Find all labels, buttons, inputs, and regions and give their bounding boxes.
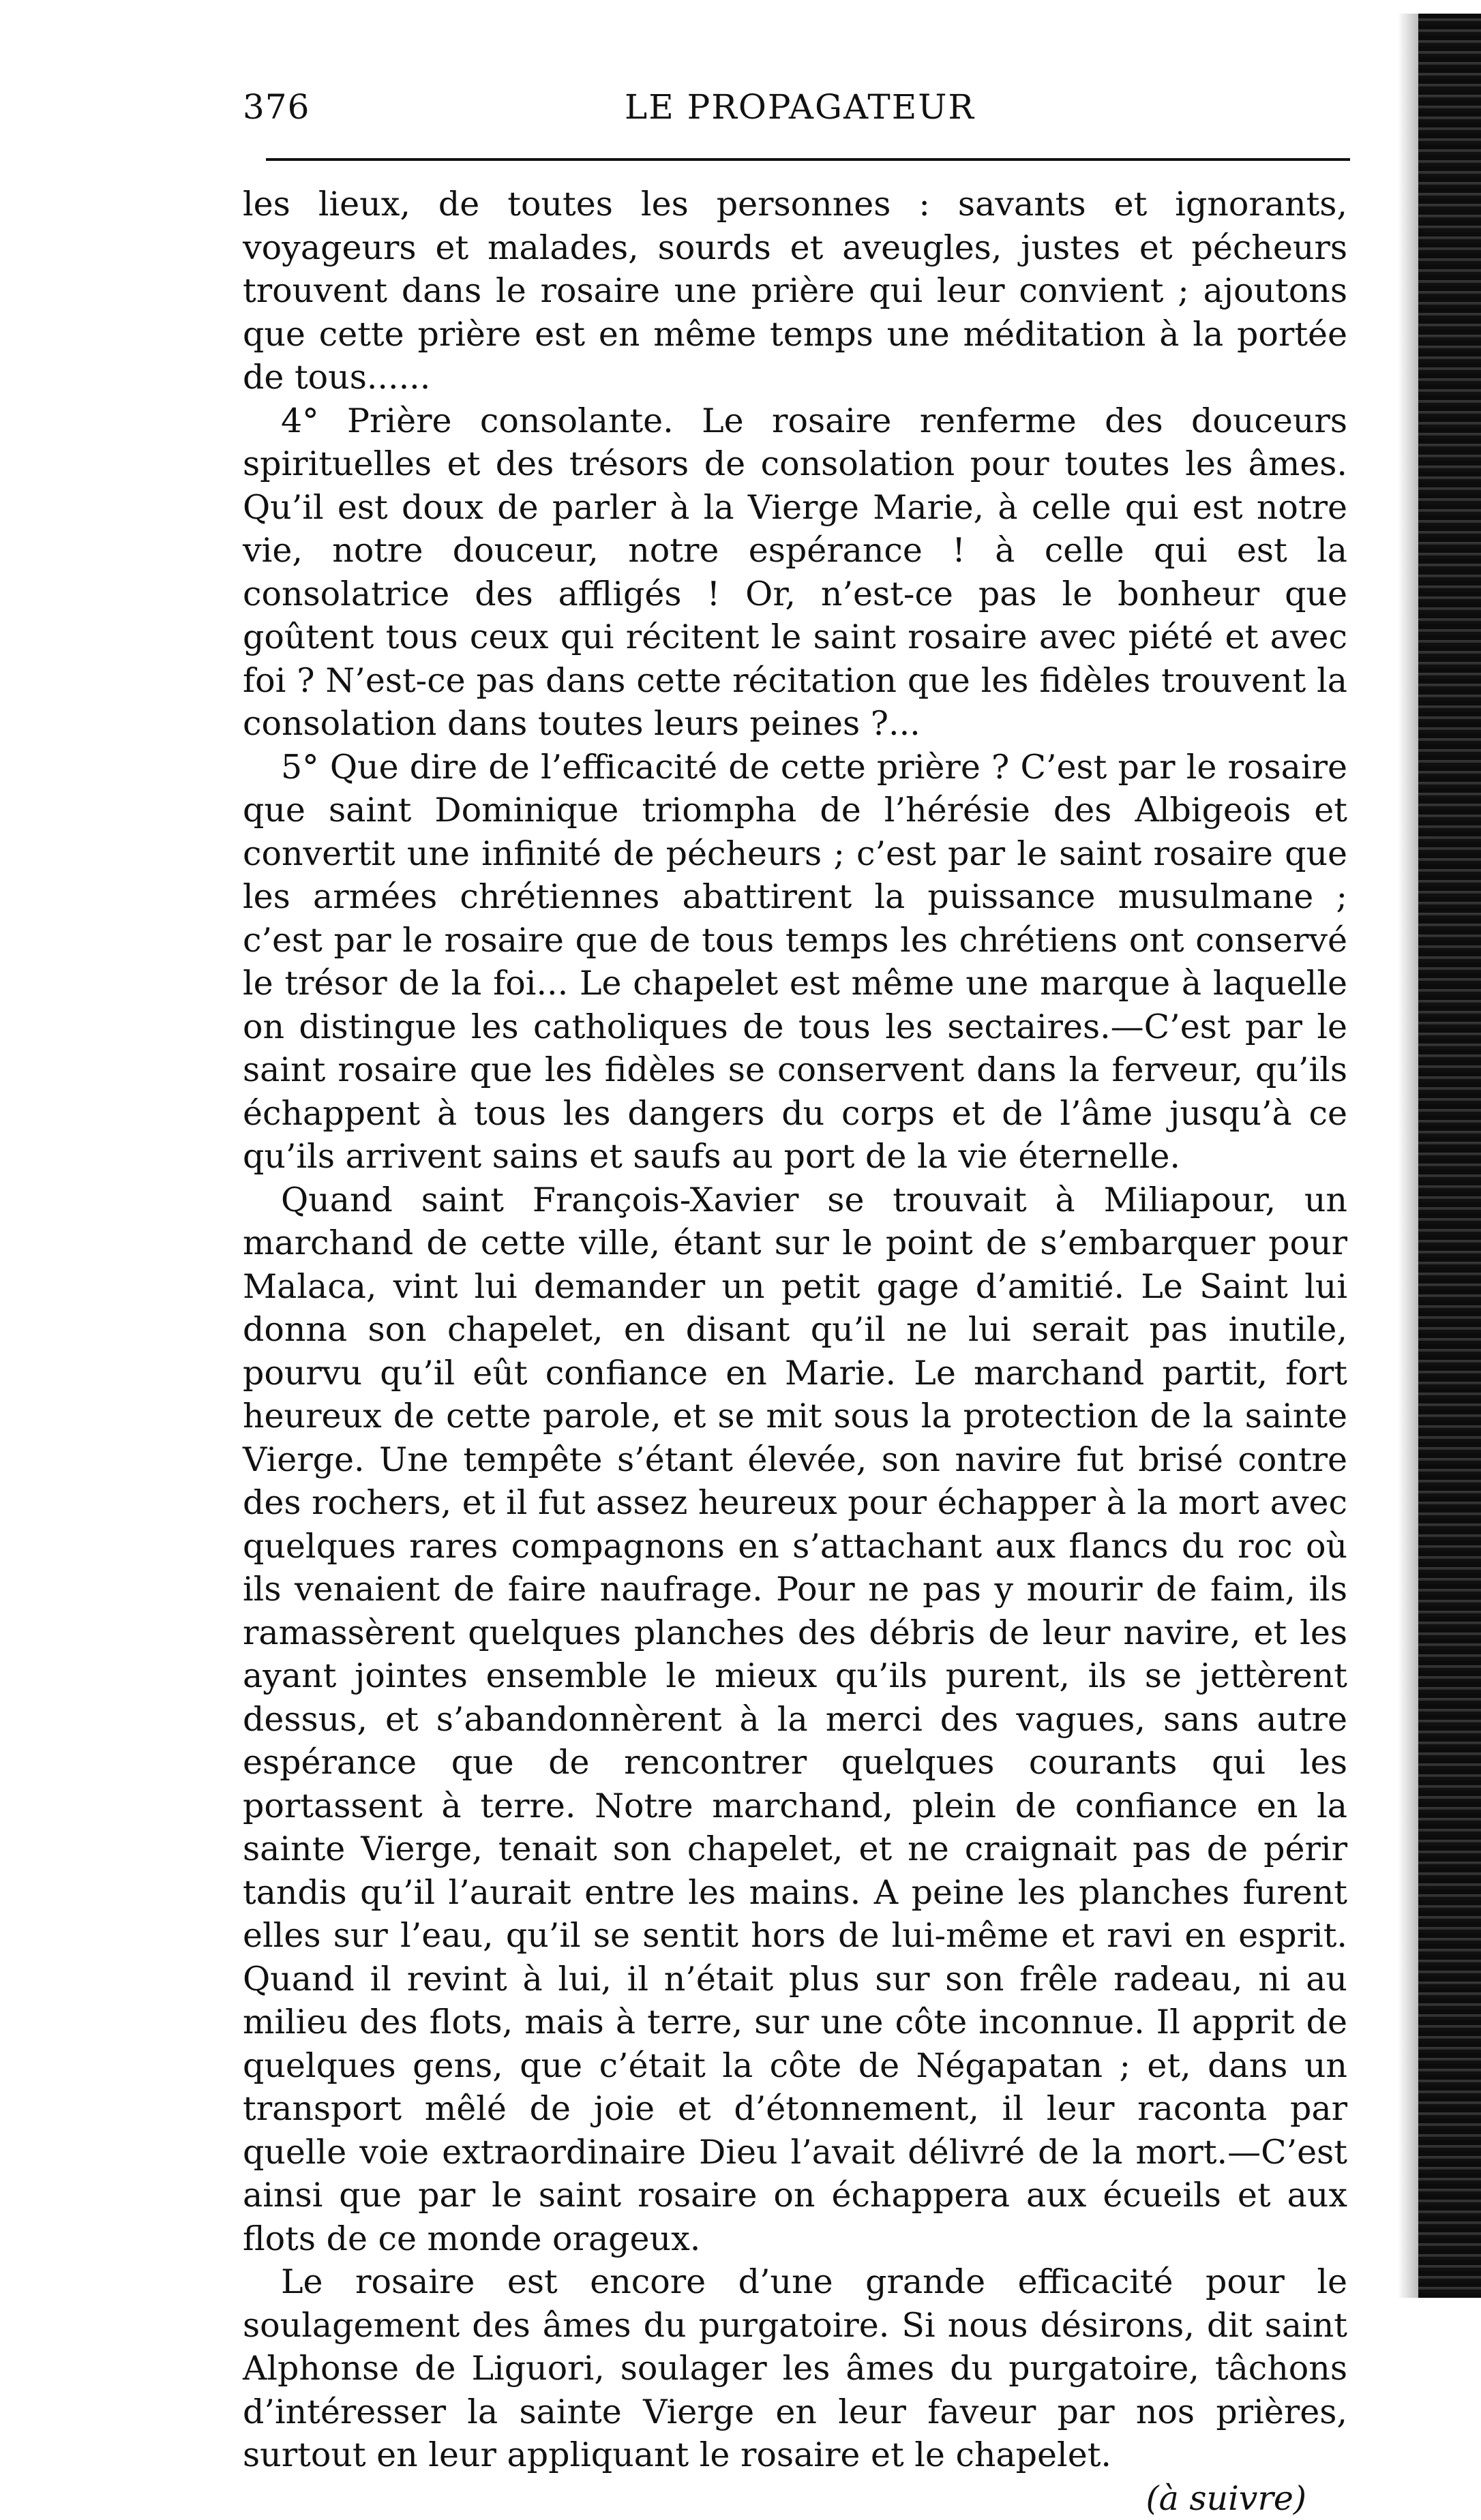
paragraph-3: 5° Que dire de l’efficacité de cette prière ? C’est par le rosaire que saint Dominique triompha de l’hérésie des Albigeois et convertit une infinité de pécheurs ; c’est par le saint rosaire que les armées chrétiennes abattirent la puissance musulmane ; c’est par le rosaire que de tous temps les chrétiens ont conservé le trésor de la foi... Le chapelet est même une marque à laquelle on distingue les catholiques de tous les sectaires.—C’est par le saint rosaire que les fidèles se conservent dans la ferveur, qu’ils échappent à tous les dangers du corps et de l’âme jusqu’à ce qu’ils arrivent sains et saufs au port de la vie éternelle.	[243, 746, 1347, 1179]
body-text	[243, 183, 1347, 2520]
page-header	[243, 80, 1347, 142]
paragraph-2: 4° Prière consolante. Le rosaire renferme des douceurs spirituelles et des trésors de consolation pour toutes les âmes. Qu’il est doux de parler à la Vierge Marie, à celle qui est notre vie, notre douceur, notre espérance ! à celle qui est la consolatrice des affligés ! Or, n’est-ce pas le bonheur que goûtent tous ceux qui récitent le saint rosaire avec piété et avec foi ? N’est-ce pas dans cette récitation que les fidèles trouvent la consolation dans toutes leurs peines ?...	[243, 399, 1347, 746]
page-number: 376	[243, 87, 310, 127]
running-title: LE PROPAGATEUR	[625, 87, 975, 127]
paragraph-1: les lieux, de toutes les personnes : savants et ignorants, voyageurs et malades, sourds et aveugles, justes et pécheurs trouvent dans le rosaire une prière qui leur convient ; ajoutons que cette prière est en même temps une méditation à la portée de tous......	[243, 183, 1347, 399]
continued-note: (à suivre)	[1107, 2477, 1306, 2520]
paragraph-5: Le rosaire est encore d’une grande efficacité pour le soulagement des âmes du purgatoire. Si nous désirons, dit saint Alphonse de Liguori, soulager les âmes du purgatoire, tâchons d’intéresser la sainte Vierge en leur faveur par nos prières, surtout en leur appliquant le rosaire et le chapelet.	[243, 2262, 1347, 2474]
paragraph-4: Quand saint François-Xavier se trouvait à Miliapour, un marchand de cette ville, étant sur le point de s’embarquer pour Malaca, vint lui demander un petit gage d’amitié. Le Saint lui donna son chapelet, en disant qu’il ne lui serait pas inutile, pourvu qu’il eût confiance en Marie. Le marchand partit, fort heureux de cette parole, et se mit sous la protection de la sainte Vierge. Une tempête s’étant élevée, son navire fut brisé contre des rochers, et il fut assez heureux pour échapper à la mort avec quelques rares compagnons en s’attachant aux flancs du roc où ils venaient de faire naufrage. Pour ne pas y mourir de faim, ils ramassèrent quelques planches des débris de leur navire, et les ayant jointes ensemble le mieux qu’ils purent, ils se jettèrent dessus, et s’abandonnèrent à la merci des vagues, sans autre espérance que de rencontrer quelques courants qui les portassent à terre. Notre marchand, plein de confiance en la sainte Vierge, tenait son chapelet, et ne craignait pas de périr tandis qu’il l’aurait entre les mains. A peine les planches furent elles sur l’eau, qu’il se sentit hors de lui-même et ravi en esprit. Quand il revint à lui, il n’était plus sur son frêle radeau, ni au milieu des flots, mais à terre, sur une côte inconnue. Il apprit de quelques gens, que c’était la côte de Négapatan ; et, dans un transport mêlé de joie et d’étonnement, il leur raconta par quelle voie extraordinaire Dieu l’avait délivré de la mort.—C’est ainsi que par le saint rosaire on échappera aux écueils et aux flots de ce monde orageux.	[243, 1179, 1347, 2261]
header-rule	[266, 158, 1350, 161]
book-binding-edge	[1418, 14, 1481, 2298]
paragraph-5-container	[243, 2260, 1347, 2477]
page-edge-shadow	[1398, 14, 1418, 2298]
